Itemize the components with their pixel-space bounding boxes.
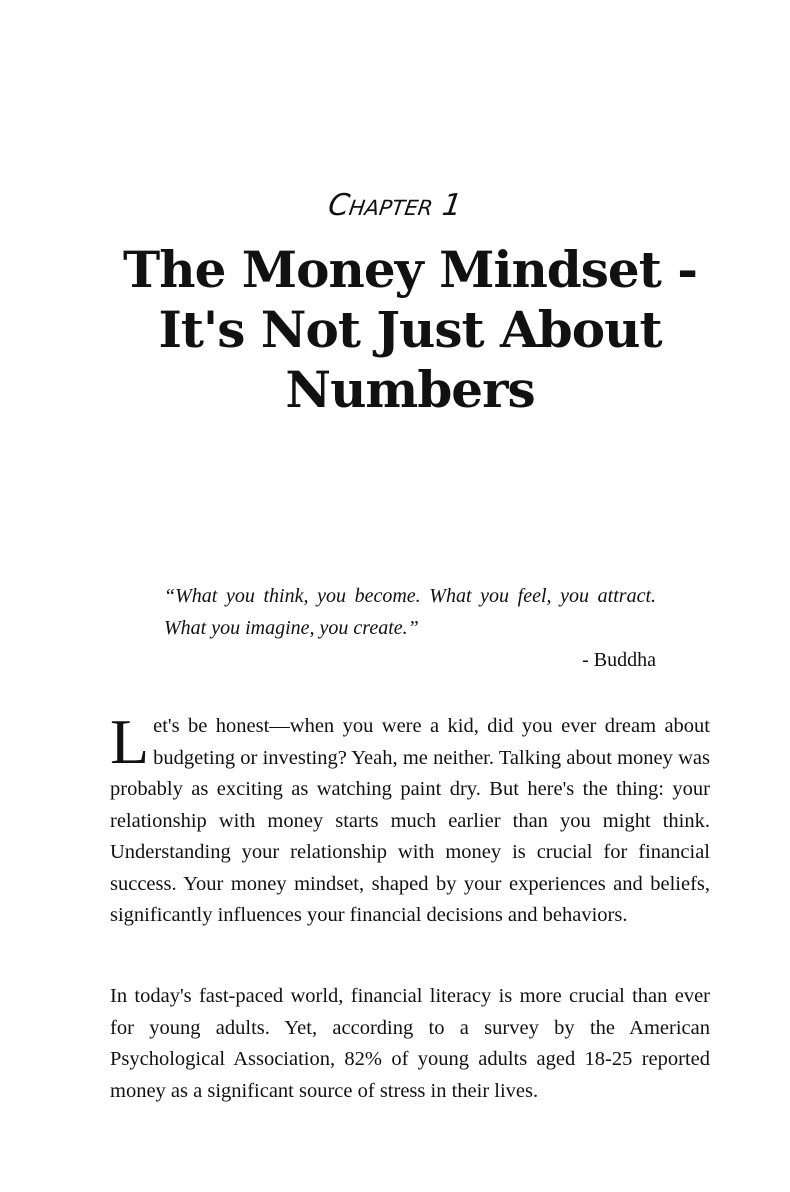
body-paragraph-1 xyxy=(110,706,710,932)
chapter-title: The Money Mindset - It's Not Just About Numbers xyxy=(123,240,697,419)
chapter-label: Chapter 1 xyxy=(325,188,464,223)
body-paragraph-2: In today's fast-paced world, financial literacy is more crucial than ever for young adults. Yet, according to a survey by the American Psychological Association, 82% of young adults aged 18-25 reported money as a significant source of stress in their lives. xyxy=(110,985,710,1102)
epigraph xyxy=(164,580,656,676)
paragraph-1-text: et's be honest—when you were a kid, did you ever dream about budgeting or investing? Yeah, me neither. Talking about money was probably as exciting as watching paint dry. But here's the thing: your relationship with money starts much earlier than you might think. Understanding your relationship with money is crucial for financial success. Your money mindset, shaped by your experiences and beliefs, significantly influences your financial decisions and behaviors. xyxy=(110,715,710,926)
drop-cap: L xyxy=(110,706,150,777)
epigraph-author: - Buddha xyxy=(582,649,656,671)
epigraph-quote: “What you think, you become. What you feel, you attract. What you imagine, you create.” xyxy=(164,585,656,639)
